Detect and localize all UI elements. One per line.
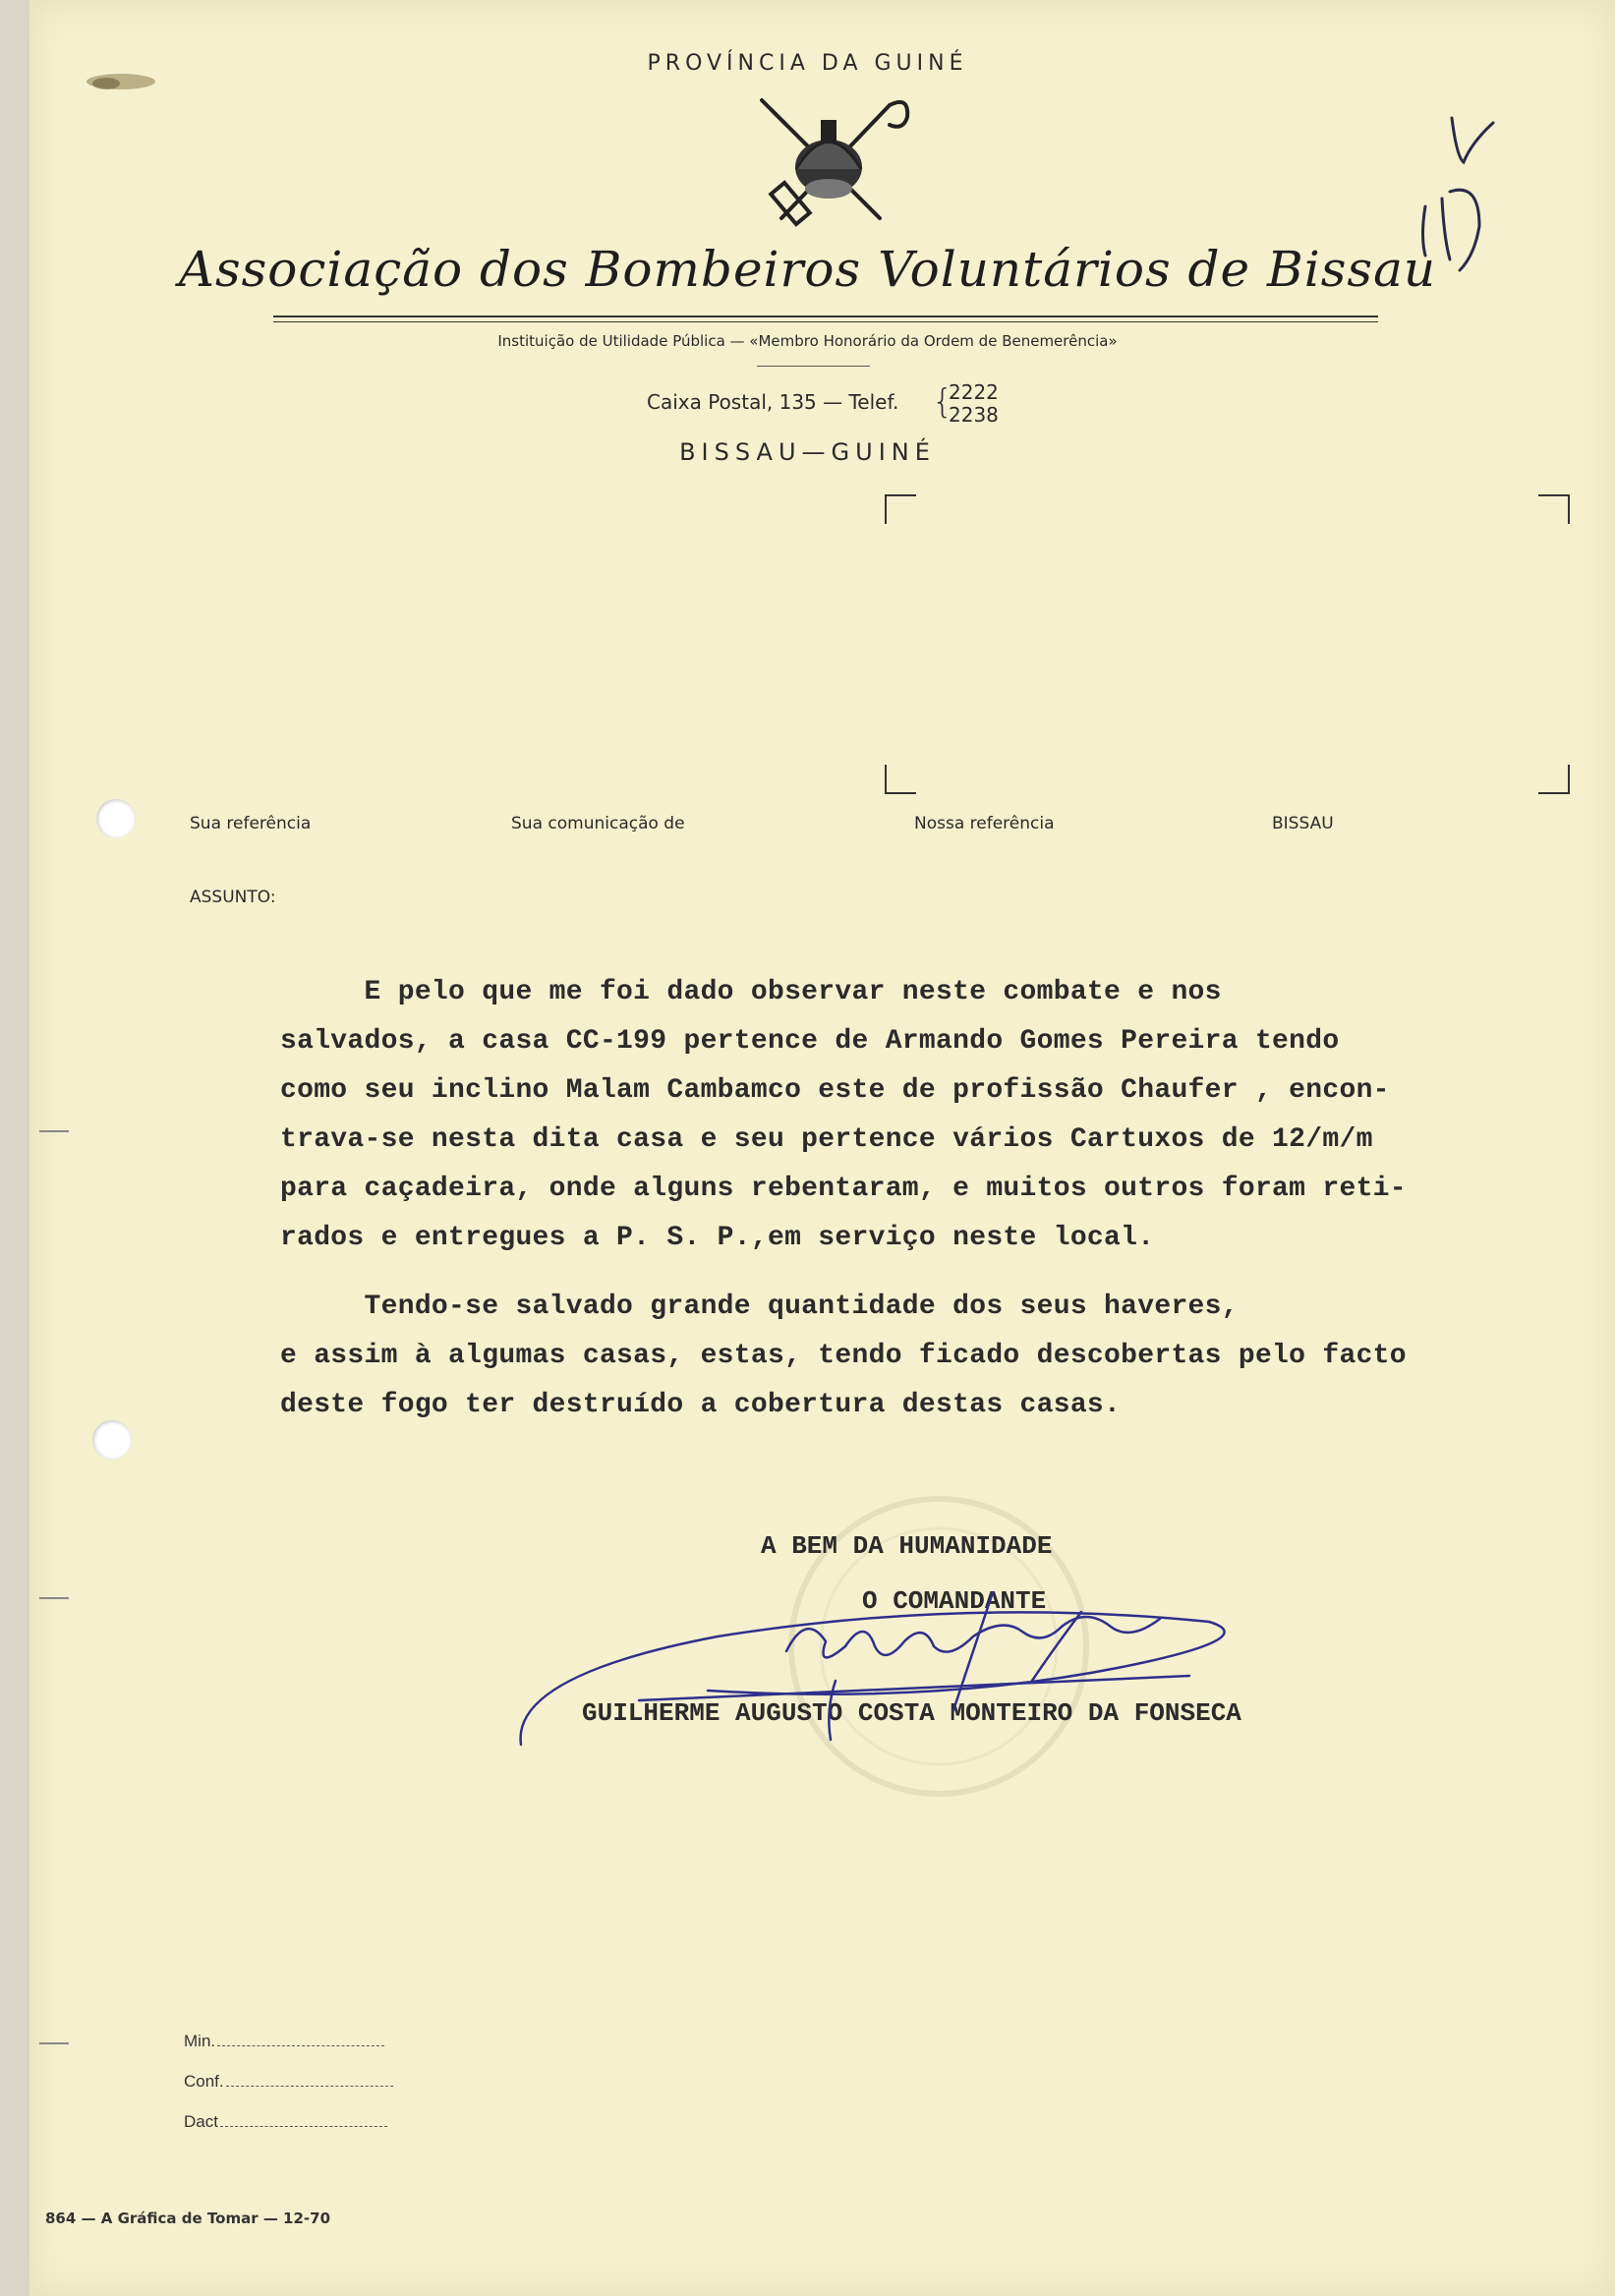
province-heading: PROVÍNCIA DA GUINÉ bbox=[647, 51, 968, 76]
title-rule-top bbox=[273, 316, 1378, 317]
closing-salutation: A BEM DA HUMANIDADE bbox=[761, 1531, 1053, 1561]
phone-2: 2238 bbox=[949, 403, 999, 427]
handwritten-check-marks bbox=[1391, 108, 1499, 275]
closing-title: O COMANDANTE bbox=[862, 1586, 1047, 1616]
dact-label: Dact bbox=[184, 2112, 218, 2131]
place-label: BISSAU bbox=[1272, 814, 1334, 833]
subject-label: ASSUNTO: bbox=[190, 888, 276, 907]
your-reference-label: Sua referência bbox=[190, 814, 312, 833]
institution-subtitle: Instituição de Utilidade Pública — «Membro Honorário da Ordem de Benemerência» bbox=[497, 332, 1118, 350]
body-line: trava-se nesta dita casa e seu pertence vários Cartuxos de 12/m/m bbox=[280, 1124, 1373, 1155]
body-line: como seu inclino Malam Cambamco este de profissão Chaufer , encon- bbox=[280, 1075, 1390, 1106]
address-window-corner bbox=[885, 765, 916, 794]
title-rule-bottom bbox=[273, 321, 1378, 322]
your-communication-label: Sua comunicação de bbox=[511, 814, 685, 833]
our-reference-label: Nossa referência bbox=[914, 814, 1055, 833]
address-window-corner bbox=[1538, 494, 1570, 524]
address-window-corner bbox=[1538, 765, 1570, 794]
printer-footer: 864 — A Gráfica de Tomar — 12-70 bbox=[45, 2210, 331, 2227]
body-line: rados e entregues a P. S. P.,em serviço neste local. bbox=[280, 1223, 1155, 1253]
min-label: Min. bbox=[184, 2032, 216, 2050]
body-line: deste fogo ter destruído a cobertura destas casas. bbox=[280, 1390, 1122, 1420]
postal-box: Caixa Postal, 135 — Telef. bbox=[647, 390, 899, 414]
punch-hole bbox=[96, 799, 136, 838]
fold-mark bbox=[39, 1130, 69, 1132]
conf-field bbox=[184, 2072, 393, 2092]
fold-mark bbox=[39, 2042, 69, 2044]
body-line: salvados, a casa CC-199 pertence de Armando Gomes Pereira tendo bbox=[280, 1026, 1340, 1057]
punch-hole bbox=[92, 1420, 132, 1460]
body-line: Tendo-se salvado grande quantidade dos seus haveres, bbox=[280, 1292, 1239, 1322]
body-line: E pelo que me foi dado observar neste combate e nos bbox=[280, 977, 1222, 1007]
min-field bbox=[184, 2032, 384, 2051]
fire-brigade-emblem-icon bbox=[742, 90, 919, 233]
short-divider bbox=[757, 366, 870, 367]
dact-field bbox=[184, 2112, 387, 2132]
phone-numbers: { 2222 2238 bbox=[932, 380, 999, 427]
address-window-corner bbox=[885, 494, 916, 524]
body-line: para caçadeira, onde alguns rebentaram, e muitos outros foram reti- bbox=[280, 1174, 1407, 1204]
signer-name: GUILHERME AUGUSTO COSTA MONTEIRO DA FONSECA bbox=[582, 1698, 1241, 1728]
handwritten-signature bbox=[501, 1563, 1288, 1769]
association-name: Associação dos Bombeiros Voluntários de Bissau bbox=[178, 241, 1437, 298]
conf-label: Conf. bbox=[184, 2072, 224, 2091]
phone-1: 2222 bbox=[949, 380, 999, 404]
body-line: e assim à algumas casas, estas, tendo ficado descobertas pelo facto bbox=[280, 1341, 1407, 1371]
city-heading: BISSAU—GUINÉ bbox=[679, 438, 936, 466]
fold-mark bbox=[39, 1597, 69, 1599]
